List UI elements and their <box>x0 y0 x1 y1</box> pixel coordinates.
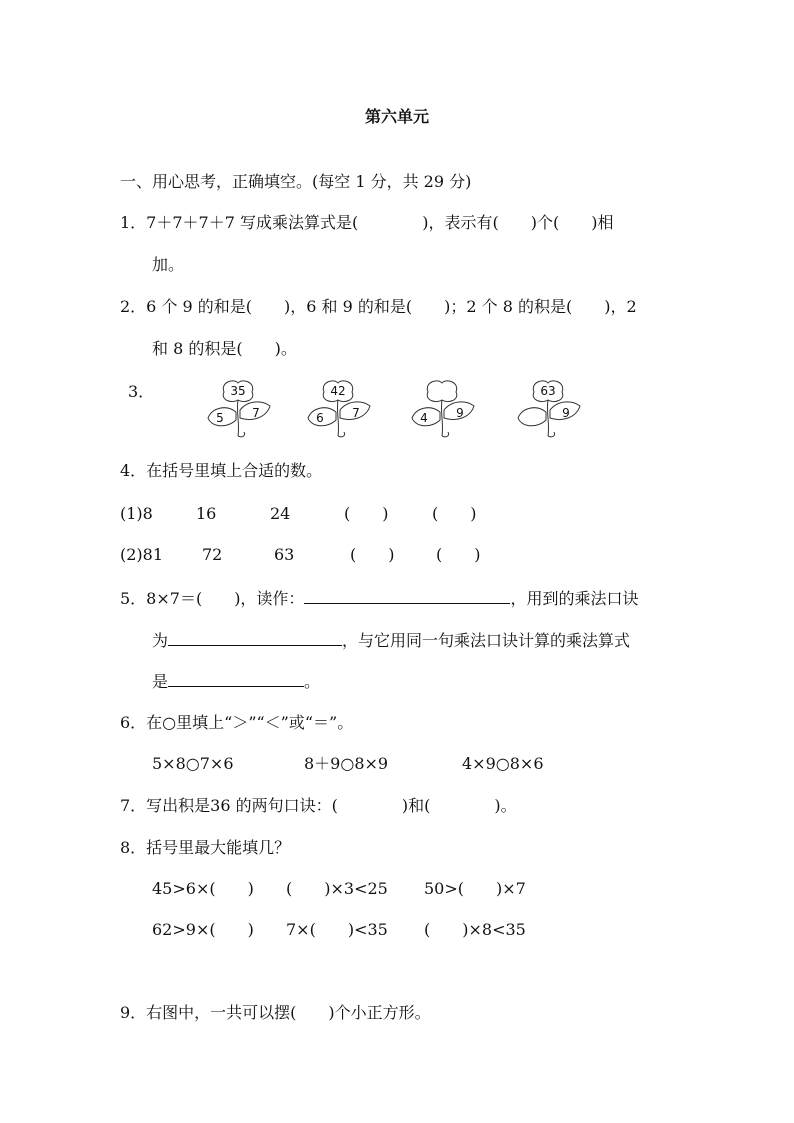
inequality-6: ( )×8<35 <box>424 920 526 939</box>
question-4-label: 4．在括号里填上合适的数。 <box>120 461 323 480</box>
flower-1 <box>198 378 278 444</box>
sequence-2-blank-2: ( ) <box>436 545 481 564</box>
flower-4 <box>508 378 588 444</box>
sequence-1-item-3: 24 <box>270 504 291 523</box>
question-5-part-1: 5．8×7＝( )，读作： <box>120 589 305 608</box>
sequence-1-item-2: 16 <box>196 504 217 523</box>
question-3-label: 3． <box>128 382 155 401</box>
flower-1-left-number: 5 <box>216 411 224 425</box>
question-5-line-3 <box>152 670 320 693</box>
sequence-2-start: (2)81 <box>120 545 164 564</box>
question-5-part-2: ，用到的乘法口诀 <box>510 589 639 608</box>
sequence-1-blank-1: ( ) <box>344 504 389 523</box>
sequence-2-item-2: 72 <box>202 545 223 564</box>
inequality-2: ( )×3<25 <box>286 879 388 898</box>
flower-4-top-number: 63 <box>540 384 556 398</box>
inequality-1: 45>6×( ) <box>152 879 254 898</box>
comparison-item-1: 5×8○7×6 <box>152 754 234 773</box>
sequence-2-blank-1: ( ) <box>350 545 395 564</box>
related-equation-answer-line[interactable] <box>168 670 304 687</box>
flower-2 <box>298 378 378 444</box>
question-1-line-1: 1．7＋7＋7＋7 写成乘法算式是( )，表示有( )个( )相 <box>120 213 614 232</box>
comparison-item-2: 8＋9○8×9 <box>304 754 389 773</box>
flower-1-right-number: 7 <box>252 406 260 420</box>
question-5-line-2 <box>152 629 630 652</box>
flower-2-top-number: 42 <box>330 384 346 398</box>
inequality-5: 7×( )<35 <box>286 920 388 939</box>
multiplication-rhyme-answer-line[interactable] <box>168 629 342 646</box>
question-8-label: 8．括号里最大能填几？ <box>120 838 291 857</box>
flower-3 <box>402 378 482 444</box>
question-5-part-3: 为 <box>152 631 169 650</box>
question-5-part-5: 是 <box>152 672 169 691</box>
reading-answer-line[interactable] <box>304 587 510 604</box>
flower-3-left-number: 4 <box>420 411 428 425</box>
flower-multiplication-figures <box>150 378 610 444</box>
question-2-line-2: 和 8 的积是( )。 <box>152 339 297 358</box>
page-title: 第六单元 <box>364 107 429 126</box>
sequence-2-item-3: 63 <box>274 545 295 564</box>
question-7: 7．写出积是36 的两句口诀：( )和( )。 <box>120 796 517 815</box>
question-2-line-1: 2．6 个 9 的和是( )，6 和 9 的和是( )；2 个 8 的积是( )，2 <box>120 297 637 316</box>
inequality-3: 50>( )×7 <box>424 879 526 898</box>
question-5-part-4: ，与它用同一句乘法口诀计算的乘法算式 <box>342 631 631 650</box>
sequence-1-start: (1)8 <box>120 504 153 523</box>
question-1-line-2: 加。 <box>152 255 185 274</box>
question-5-part-6: 。 <box>304 672 321 691</box>
question-9: 9．右图中，一共可以摆( )个小正方形。 <box>120 1003 431 1022</box>
flower-4-right-number: 9 <box>562 406 570 420</box>
section-heading: 一、用心思考，正确填空。(每空 1 分，共 29 分) <box>120 172 472 191</box>
flower-2-right-number: 7 <box>352 406 360 420</box>
comparison-item-3: 4×9○8×6 <box>462 754 544 773</box>
flower-1-top-number: 35 <box>230 384 246 398</box>
sequence-1-blank-2: ( ) <box>432 504 477 523</box>
inequality-4: 62>9×( ) <box>152 920 254 939</box>
flower-3-right-number: 9 <box>456 406 464 420</box>
question-5-line-1 <box>120 587 638 610</box>
question-6-label: 6．在○里填上“＞”“＜”或“＝”。 <box>120 713 354 732</box>
flower-2-left-number: 6 <box>316 411 324 425</box>
